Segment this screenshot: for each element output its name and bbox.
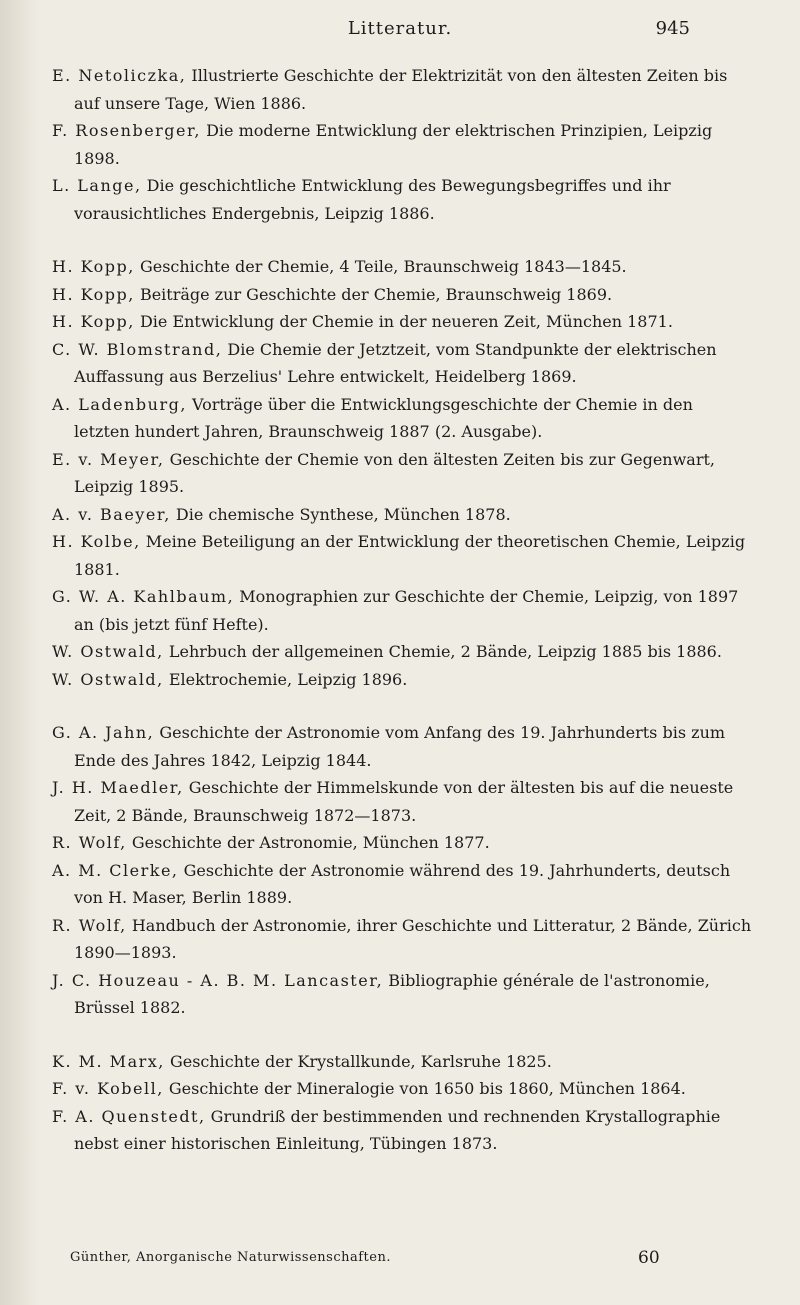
bibliography-group (52, 62, 752, 227)
bibliography-entry (52, 719, 752, 774)
entry-text: Meine Beteiligung an der Entwicklung der theoretischen Chemie, Leipzig 1881. (74, 532, 746, 579)
entry-author: A. Ladenburg, (52, 394, 187, 414)
signature-mark: 60 (638, 1248, 660, 1268)
bibliography-entry (52, 62, 752, 117)
entry-text: Illustrierte Geschichte der Elektrizität von den ältesten Zeiten bis auf unsere Tage, Wien 1886. (74, 66, 728, 113)
bibliography-entry (52, 638, 752, 666)
entry-text: Geschichte der Chemie von den ältesten Zeiten bis zur Gegenwart, Leipzig 1895. (74, 449, 715, 496)
entry-author: W. Ostwald, (52, 669, 164, 689)
entry-author: H. Kopp, (52, 257, 135, 276)
entry-author: A. v. Baeyer, (52, 504, 171, 524)
entry-author: A. M. Clerke, (52, 860, 179, 880)
bibliography-entry (52, 1075, 752, 1103)
entry-author: L. Lange, (52, 176, 142, 195)
entry-author: H. Kopp, (52, 312, 135, 331)
entry-text: Die moderne Entwicklung der elektrischen Prinzipien, Leipzig 1898. (74, 121, 713, 168)
bibliography-entry (52, 391, 752, 446)
entry-text: Die Chemie der Jetztzeit, vom Standpunkte der elektrischen Auffassung aus Berzelius' Lehre entwickelt, Heidelberg 1869. (74, 339, 717, 386)
bibliography-entry (52, 336, 752, 391)
bibliography-list (52, 62, 752, 1184)
entry-text: Monographien zur Geschichte der Chemie, Leipzig, von 1897 an (bis jetzt fünf Hefte). (74, 587, 739, 634)
bibliography-entry (52, 1103, 752, 1158)
bibliography-entry (52, 774, 752, 829)
bibliography-group (52, 253, 752, 693)
bibliography-entry (52, 528, 752, 583)
bibliography-entry (52, 501, 752, 529)
bibliography-entry (52, 281, 752, 309)
bibliography-entry (52, 829, 752, 857)
entry-author: C. W. Blomstrand, (52, 339, 223, 359)
entry-text: Geschichte der Chemie, 4 Teile, Braunschweig 1843—1845. (134, 257, 627, 276)
entry-text: Grundriß der bestimmenden und rechnenden Krystallographie nebst einer historischen Einleitung, Tübingen 1873. (74, 1106, 721, 1153)
bibliography-entry (52, 117, 752, 172)
entry-text: Beiträge zur Geschichte der Chemie, Braunschweig 1869. (134, 284, 613, 304)
entry-author: F. A. Quenstedt, (52, 1106, 206, 1126)
page-header (0, 18, 800, 48)
entry-text: Die Entwicklung der Chemie in der neueren Zeit, München 1871. (134, 312, 673, 331)
entry-author: G. A. Jahn, (52, 723, 155, 742)
entry-author: H. Kolbe, (52, 532, 141, 551)
entry-author: J. H. Maedler, (52, 778, 184, 797)
entry-author: G. W. A. Kahlbaum, (52, 587, 235, 606)
entry-text: Bibliographie générale de l'astronomie, Brüssel 1882. (74, 970, 710, 1017)
entry-text: Lehrbuch der allgemeinen Chemie, 2 Bände, Leipzig 1885 bis 1886. (163, 642, 722, 661)
running-title: Litteratur. (347, 18, 453, 39)
entry-text: Handbuch der Astronomie, ihrer Geschichte und Litteratur, 2 Bände, Zürich 1890—1893. (74, 915, 752, 962)
entry-text: Geschichte der Astronomie, München 1877. (126, 833, 490, 852)
bibliography-group (52, 719, 752, 1022)
entry-author: R. Wolf, (52, 833, 127, 852)
entry-author: H. Kopp, (52, 284, 135, 304)
entry-author: E. Netoliczka, (52, 66, 187, 85)
entry-author: K. M. Marx, (52, 1051, 165, 1071)
page-footer (0, 1250, 800, 1274)
entry-author: F. v. Kobell, (52, 1079, 164, 1098)
bibliography-entry (52, 172, 752, 227)
entry-text: Geschichte der Astronomie vom Anfang des 19. Jahrhunderts bis zum Ende des Jahres 1842, Leipzig 1844. (74, 723, 726, 770)
entry-text: Geschichte der Himmelskunde von der ältesten bis auf die neueste Zeit, 2 Bände, Braunschweig 1872—1873. (74, 778, 734, 825)
page-number: 945 (655, 18, 690, 39)
entry-author: J. C. Houzeau - A. B. M. Lancaster, (52, 970, 384, 990)
entry-text: Elektrochemie, Leipzig 1896. (163, 669, 408, 689)
footer-book-title: Günther, Anorganische Naturwissenschaften. (70, 1250, 391, 1265)
entry-author: W. Ostwald, (52, 642, 164, 661)
entry-text: Geschichte der Krystallkunde, Karlsruhe 1825. (164, 1051, 552, 1071)
bibliography-entry (52, 666, 752, 694)
entry-text: Vorträge über die Entwicklungsgeschichte der Chemie in den letzten hundert Jahren, Braunschweig 1887 (2. Ausgabe). (74, 394, 693, 441)
bibliography-entry (52, 583, 752, 638)
bibliography-entry (52, 446, 752, 501)
bibliography-group (52, 1048, 752, 1158)
entry-text: Die chemische Synthese, München 1878. (170, 504, 511, 524)
bibliography-entry (52, 857, 752, 912)
page-edge-shadow (0, 0, 40, 1305)
entry-author: R. Wolf, (52, 915, 127, 935)
bibliography-entry (52, 1048, 752, 1076)
entry-text: Geschichte der Mineralogie von 1650 bis 1860, München 1864. (163, 1079, 686, 1098)
bibliography-entry (52, 967, 752, 1022)
entry-text: Geschichte der Astronomie während des 19. Jahrhunderts, deutsch von H. Maser, Berlin 1889. (74, 860, 731, 907)
entry-author: E. v. Meyer, (52, 449, 165, 469)
bibliography-entry (52, 253, 752, 281)
bibliography-entry (52, 912, 752, 967)
entry-text: Die geschichtliche Entwicklung des Bewegungsbegriffes und ihr vorausichtliches Endergebnis, Leipzig 1886. (74, 176, 671, 223)
entry-author: F. Rosenberger, (52, 121, 201, 140)
bibliography-entry (52, 308, 752, 336)
